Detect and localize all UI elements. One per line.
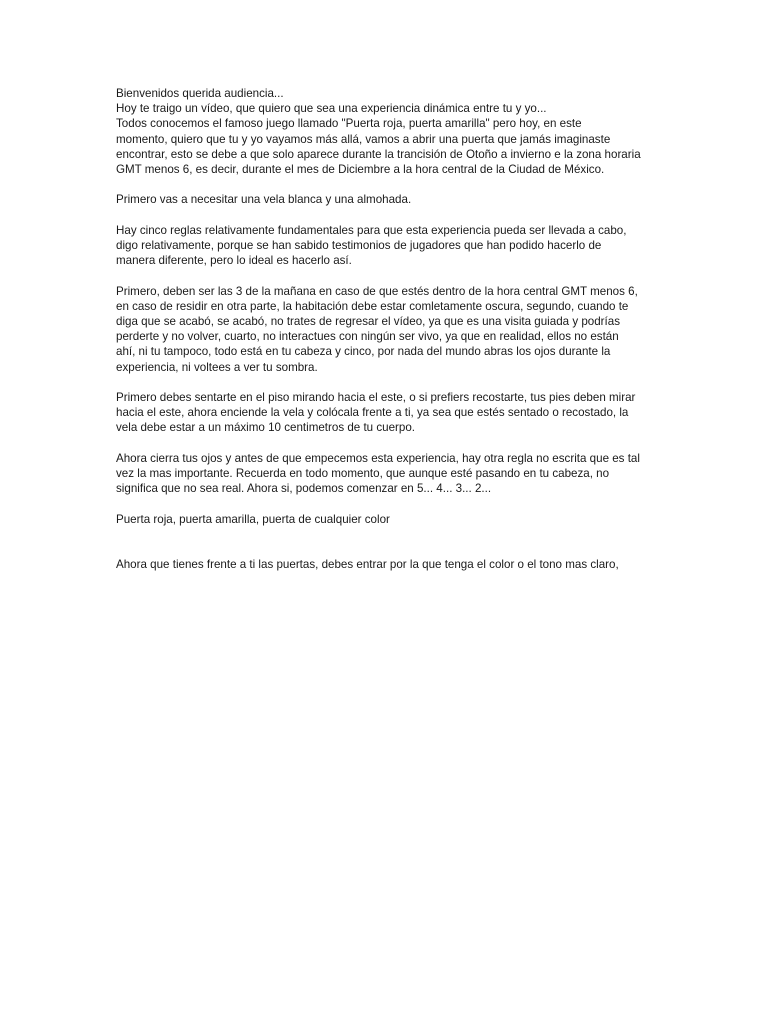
text-line: hacia el este, ahora enciende la vela y colócala frente a ti, ya sea que estés sentado o recostado, la [116, 406, 629, 420]
text-line: Hoy te traigo un vídeo, que quiero que sea una experiencia dinámica entre tu y yo... [116, 102, 547, 116]
text-line: encontrar, esto se debe a que solo aparece durante la trancisión de Otoño a invierno e la zona horaria [116, 147, 641, 161]
text-line: digo relativamente, porque se han sabido testimonios de jugadores que han podido hacerlo de [116, 239, 602, 252]
text-line: Primero, deben ser las 3 de la mañana en caso de que estés dentro de la hora central GMT menos 6, [116, 284, 638, 298]
paragraph-rules-intro [116, 223, 656, 269]
text-line: Primero vas a necesitar una vela blanca y una almohada. [116, 193, 412, 207]
paragraph-rules [116, 284, 656, 375]
text-line: ahí, ni tu tampoco, todo está en tu cabeza y cinco, por nada del mundo abras los ojos durante la [116, 345, 611, 359]
text-line: Bienvenidos querida audiencia... [116, 87, 284, 100]
text-line: Puerta roja, puerta amarilla, puerta de cualquier color [116, 512, 390, 526]
text-line: Ahora cierra tus ojos y antes de que empecemos esta experiencia, hay otra regla no escrita que es tal [116, 451, 640, 465]
text-line: experiencia, ni voltees a ver tu sombra. [116, 360, 318, 374]
paragraph-setup [116, 390, 656, 436]
text-line: vela debe estar a un máximo 10 centimetros de tu cuerpo. [116, 421, 416, 435]
text-line: vez la mas importante. Recuerda en todo momento, que aunque esté pasando en tu cabeza, no [116, 467, 610, 480]
paragraph-doors [116, 557, 656, 572]
text-line: GMT menos 6, es decir, durante el mes de Diciembre a la hora central de la Ciudad de México. [116, 163, 605, 177]
text-line: en caso de residir en otra parte, la habitación debe estar comletamente oscura, segundo, cuando te [116, 299, 629, 313]
text-line: diga que se acabó, se acabó, no trates de regresar el vídeo, ya que es una visita guiada y podrías [116, 315, 621, 328]
text-line: manera diferente, pero lo ideal es hacerlo así. [116, 254, 352, 268]
text-line: perderte y no volver, cuarto, no interactues con ningún ser vivo, ya que en realidad, ellos no están [116, 330, 619, 344]
text-line: Hay cinco reglas relativamente fundamentales para que esta experiencia pueda ser llevada a cabo, [116, 223, 627, 237]
paragraph-materials [116, 192, 656, 207]
text-line: Ahora que tienes frente a ti las puertas, debes entrar por la que tenga el color o el tono mas claro, [116, 558, 619, 572]
text-line: momento, quiero que tu y yo vayamos más allá, vamos a abrir una puerta que jamás imaginaste [116, 132, 611, 146]
paragraph-hidden-rule [116, 451, 656, 497]
paragraph-chant [116, 512, 656, 527]
text-line: Primero debes sentarte en el piso mirando hacia el este, o si prefiers recostarte, tus pies deben mirar [116, 391, 636, 404]
text-line: Todos conocemos el famoso juego llamado "Puerta roja, puerta amarilla" pero hoy, en este [116, 117, 582, 131]
document-body [116, 86, 656, 588]
paragraph-intro [116, 86, 656, 177]
text-line: significa que no sea real. Ahora si, podemos comenzar en 5... 4... 3... 2... [116, 482, 492, 496]
